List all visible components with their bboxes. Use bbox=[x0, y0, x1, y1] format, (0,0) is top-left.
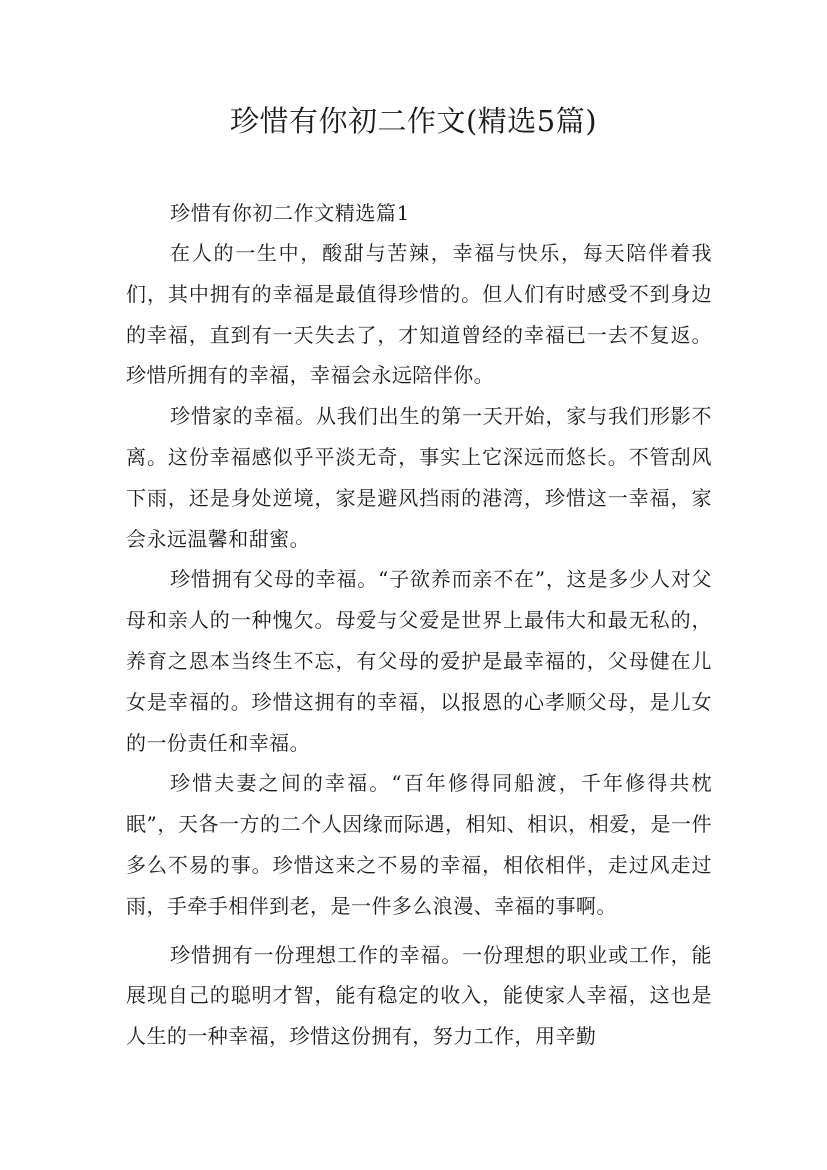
paragraph-3: 珍惜拥有父母的幸福。“子欲养而亲不在”，这是多少人对父母和亲人的一种愧欠。母爱与父爱是世界上最伟大和最无私的，养育之恩本当终生不忘，有父母的爱护是最幸福的，父母健在儿女是幸福的。珍惜这拥有的幸福，以报恩的心孝顺父母，是儿女的一份责任和幸福。 bbox=[126, 567, 712, 755]
paragraph-4: 珍惜夫妻之间的幸福。“百年修得同船渡，千年修得共枕眠”，天各一方的二个人因缘而际遇，相知、相识，相爱，是一件多么不易的事。珍惜这来之不易的幸福，相依相伴，走过风走过雨，手牵手相伴到老，是一件多么浪漫、幸福的事啊。 bbox=[126, 771, 712, 918]
section-heading: 珍惜有你初二作文精选篇1 bbox=[170, 201, 410, 225]
paragraph-5: 珍惜拥有一份理想工作的幸福。一份理想的职业或工作，能展现自己的聪明才智，能有稳定的收入，能使家人幸福，这也是人生的一种幸福，珍惜这份拥有，努力工作，用辛勤 bbox=[126, 942, 712, 1049]
document-body bbox=[126, 193, 712, 1057]
paragraph-1: 在人的一生中，酸甜与苦辣，幸福与快乐，每天陪伴着我们，其中拥有的幸福是最值得珍惜的。但人们有时感受不到身边的幸福，直到有一天失去了，才知道曾经的幸福已一去不复返。珍惜所拥有的幸福，幸福会永远陪伴你。 bbox=[126, 241, 712, 388]
document-title: 珍惜有你初二作文(精选5篇) bbox=[229, 104, 598, 138]
paragraph-2: 珍惜家的幸福。从我们出生的第一天开始，家与我们形影不离。这份幸福感似乎平淡无奇，事实上它深远而悠长。不管刮风下雨，还是身处逆境，家是避风挡雨的港湾，珍惜这一幸福，家会永远温馨和甜蜜。 bbox=[126, 404, 712, 551]
